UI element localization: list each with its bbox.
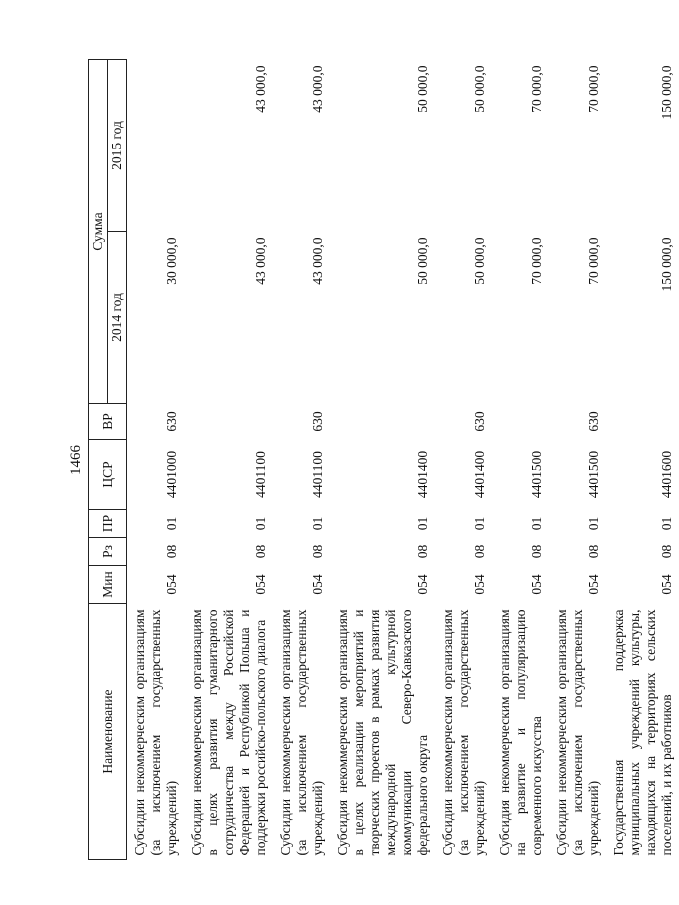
- row-sum-2015: 50 000,0: [472, 65, 487, 113]
- row-sum-2014: 70 000,0: [529, 237, 544, 285]
- row-min: 054: [415, 574, 430, 595]
- row-vr: [492, 404, 549, 440]
- header-rz: Рз: [89, 538, 127, 566]
- header-name: Наименование: [89, 604, 127, 860]
- row-sum-2015: 150 000,0: [659, 65, 674, 120]
- row-csr: 4401400: [415, 450, 430, 499]
- row-sum-2015: [127, 59, 185, 231]
- row-pr: 01: [415, 516, 430, 531]
- row-pr: 01: [164, 516, 179, 531]
- row-sum-2015: 43 000,0: [253, 65, 268, 113]
- table-row: [127, 59, 185, 859]
- row-name: Субсидия некоммерческим организациям на развитие и популяризацию современного искусства: [497, 609, 544, 856]
- row-name: Субсидии некоммерческим организациям (за исключением государственных учреждений): [554, 609, 601, 856]
- row-pr: 01: [586, 516, 601, 531]
- budget-table: [88, 59, 679, 860]
- row-vr: 630: [586, 411, 601, 432]
- row-pr: 01: [529, 516, 544, 531]
- header-pr: ПР: [89, 510, 127, 538]
- row-sum-2015: 50 000,0: [415, 65, 430, 113]
- row-rz: 08: [415, 544, 430, 559]
- row-name: Субсидии некоммерческим организациям (за исключением государственных учреждений): [278, 609, 325, 856]
- table-row: [606, 59, 679, 859]
- header-csr: ЦСР: [89, 440, 127, 510]
- header-row: [89, 59, 108, 859]
- row-min: 054: [164, 574, 179, 595]
- row-rz: 08: [253, 544, 268, 559]
- table-row: [330, 59, 435, 859]
- row-vr: [330, 404, 435, 440]
- row-sum-2015: 70 000,0: [586, 65, 601, 113]
- row-name: Субсидии некоммерческим организациям (за исключением государственных учреждений): [440, 609, 487, 856]
- row-sum-2014: 50 000,0: [415, 237, 430, 285]
- table-row: [273, 59, 330, 859]
- row-sum-2014: 30 000,0: [164, 237, 179, 285]
- row-vr: 630: [310, 411, 325, 432]
- table-row: [549, 59, 606, 859]
- row-min: 054: [529, 574, 544, 595]
- row-pr: 01: [659, 516, 674, 531]
- row-vr: 630: [164, 411, 179, 432]
- row-rz: 08: [586, 544, 601, 559]
- row-csr: 4401000: [164, 450, 179, 499]
- row-sum-2014: 43 000,0: [253, 237, 268, 285]
- header-2014: 2014 год: [108, 232, 127, 404]
- row-csr: 4401500: [529, 450, 544, 499]
- row-rz: 08: [529, 544, 544, 559]
- row-sum-2014: 70 000,0: [586, 237, 601, 285]
- row-name: Субсидии некоммерческим организациям в целях развития гуманитарного сотрудничества между Российской Федерацией и Республикой Польша и поддержки российско-польского диалога: [189, 609, 268, 856]
- row-rz: 08: [164, 544, 179, 559]
- row-min: 054: [472, 574, 487, 595]
- row-pr: 01: [310, 516, 325, 531]
- row-min: 054: [586, 574, 601, 595]
- row-name: Государственная поддержка муниципальных учреждений культуры, находящихся на территориях сельских поселений, и их работников: [611, 609, 674, 856]
- row-min: 054: [659, 574, 674, 595]
- row-sum-2014: 43 000,0: [310, 237, 325, 285]
- row-csr: 4401100: [253, 451, 268, 498]
- page-number: 1466: [68, 445, 84, 475]
- row-sum-2014: 50 000,0: [472, 237, 487, 285]
- row-sum-2015: 70 000,0: [529, 65, 544, 113]
- row-vr: [606, 404, 679, 440]
- row-csr: 4401400: [472, 450, 487, 499]
- row-rz: 08: [659, 544, 674, 559]
- row-pr: 01: [472, 516, 487, 531]
- header-vr: ВР: [89, 404, 127, 440]
- header-2015: 2015 год: [108, 59, 127, 231]
- table-body: [127, 59, 679, 859]
- row-rz: 08: [472, 544, 487, 559]
- rotated-page: [68, 60, 674, 860]
- table-row: [492, 59, 549, 859]
- row-sum-2014: 150 000,0: [659, 237, 674, 292]
- table-row: [435, 59, 492, 859]
- row-vr: 630: [472, 411, 487, 432]
- row-csr: 4401600: [659, 450, 674, 499]
- row-csr: 4401500: [586, 450, 601, 499]
- header-min: Мин: [89, 566, 127, 604]
- row-min: 054: [310, 574, 325, 595]
- header-sum: Сумма: [89, 59, 108, 403]
- row-rz: 08: [310, 544, 325, 559]
- row-name: Субсидии некоммерческим организациям (за исключением государственных учреждений): [132, 609, 179, 856]
- row-csr: 4401100: [310, 451, 325, 498]
- row-pr: 01: [253, 516, 268, 531]
- row-min: 054: [253, 574, 268, 595]
- row-sum-2015: 43 000,0: [310, 65, 325, 113]
- row-name: Субсидия некоммерческим организациям в целях реализации мероприятий и творческих проектов в рамках развития международной культурной коммуникации Северо-Кавказского федерального округа: [335, 609, 430, 856]
- table-row: [184, 59, 273, 859]
- row-vr: [184, 404, 273, 440]
